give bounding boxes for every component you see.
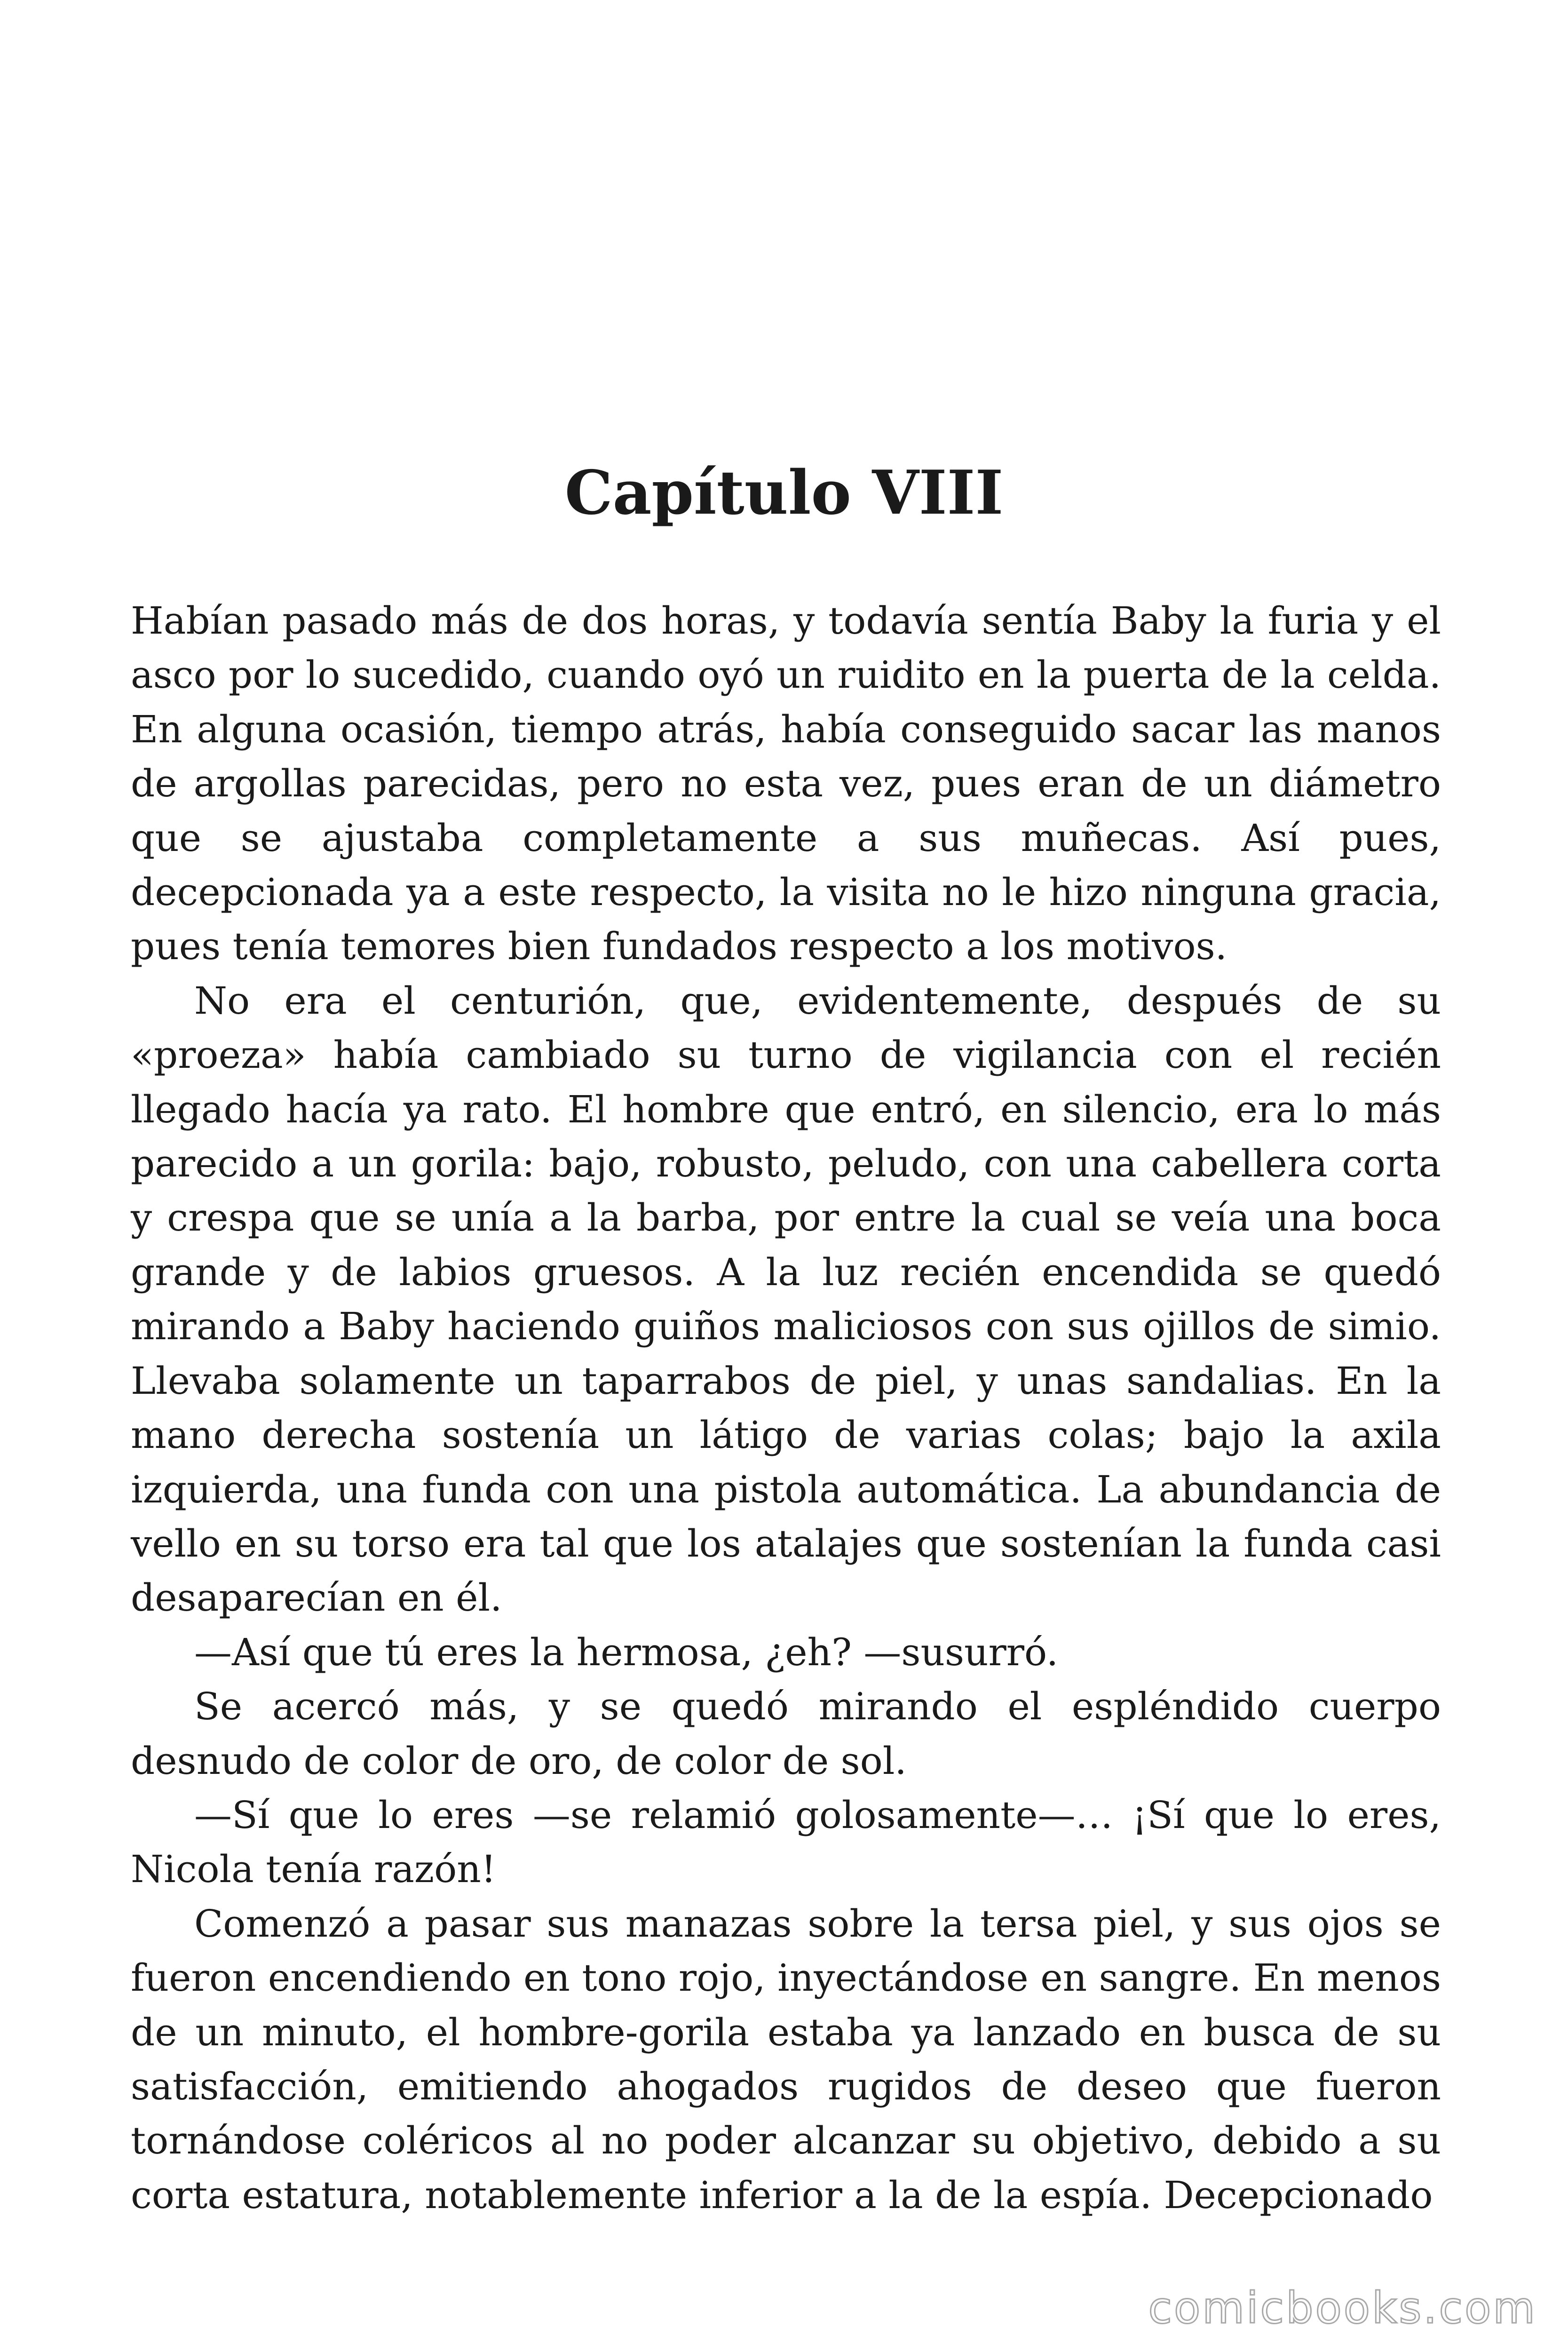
paragraph-4: Comenzó a pasar sus manazas sobre la tersa piel, y sus ojos se fueron encendiendo en tono rojo, inyectándose en sangre. En menos de un minuto, el hombre-gorila estaba ya lanzado en busca de su satisfacción, emitiendo ahogados rugidos de deseo que fueron tornándose coléricos al no poder alcanzar su objetivo, debido a su corta estatura, notablemente inferior a la de la espía. Decepcionado — [131, 1901, 1441, 2217]
paragraph-2: No era el centurión, que, evidentemente, después de su «proeza» había cambiado su turno de vigilancia con el recién llegado hacía ya rato. El hombre que entró, en silencio, era lo más parecido a un gorila: bajo, robusto, peludo, con una cabellera corta y crespa que se unía a la barba, por entre la cual se veía una boca grande y de labios gruesos. A la luz recién encendida se quedó mirando a Baby haciendo guiños maliciosos con sus ojillos de simio. Llevaba solamente un taparrabos de piel, y unas sandalias. En la mano derecha sostenía un látigo de varias colas; bajo la axila izquierda, una funda con una pistola automática. La abundancia de vello en su torso era tal que los atalajes que sostenían la funda casi desaparecían en él. — [131, 978, 1441, 1620]
paragraph-3: Se acercó más, y se quedó mirando el espléndido cuerpo desnudo de color de oro, de color de sol. — [131, 1685, 1441, 1783]
dialogue-line-2: —Sí que lo eres —se relamió golosamente—… ¡Sí que lo eres, Nicola tenía razón! — [131, 1793, 1441, 1891]
paragraph-1: Habían pasado más de dos horas, y todavía sentía Baby la furia y el asco por lo sucedido, cuando oyó un ruidito en la puerta de la celda. En alguna ocasión, tiempo atrás, había conseguido sacar las manos de argollas parecidas, pero no esta vez, pues eran de un diámetro que se ajustaba completamente a sus muñecas. Así pues, decepcionada ya a este respecto, la visita no le hizo ninguna gracia, pues tenía temores bien fundados respecto a los motivos. — [131, 599, 1441, 969]
chapter-title: Capítulo VIII — [564, 458, 1004, 528]
chapter-body — [131, 594, 1441, 2222]
site-watermark: comicbooks.com — [1148, 2283, 1537, 2333]
dialogue-line-1: —Así que tú eres la hermosa, ¿eh? —susurró. — [194, 1630, 1059, 1674]
